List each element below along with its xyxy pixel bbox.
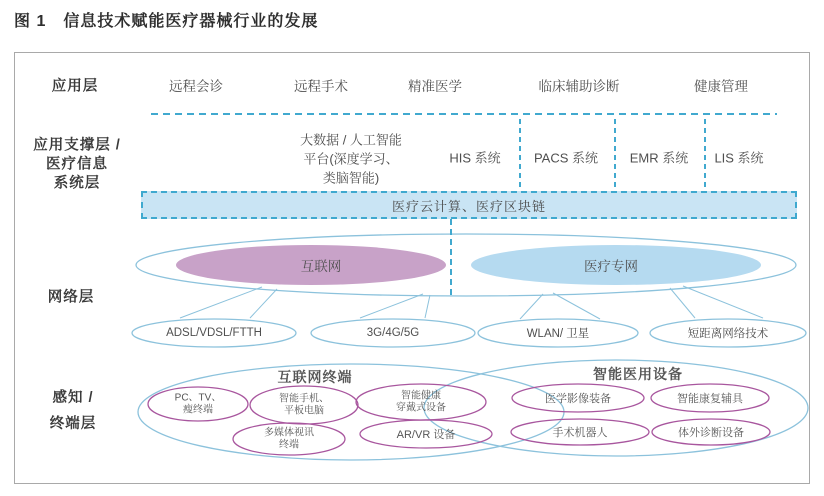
terminal-layer-label-line: 终端层 — [49, 416, 97, 432]
terminal-pc-tv-line: PC、TV、 — [174, 392, 222, 404]
support-layer-label-line: 应用支撑层 / — [33, 137, 121, 154]
terminal-layer-label-line: 感知 / — [52, 390, 94, 406]
terminal-pc-tv-label — [175, 393, 222, 416]
terminal-multimedia-line: 多媒体视讯 — [264, 427, 314, 439]
connector-line — [250, 289, 277, 318]
support-layer-label-line: 医疗信息 — [46, 156, 108, 173]
internet-terminal-group-label: 互联网终端 — [277, 369, 353, 385]
system-divider-dashed-1 — [519, 119, 521, 191]
internet-label: 互联网 — [300, 259, 342, 274]
application-item-clinical-aid-diagnosis: 临床辅助诊断 — [538, 79, 620, 94]
application-item-remote-surgery: 远程手术 — [294, 79, 348, 94]
diagram-shapes — [15, 53, 809, 483]
connector-line — [670, 288, 695, 318]
connector-line — [553, 293, 600, 319]
network-tech-shortrange-label: 短距离网络技术 — [687, 328, 769, 340]
application-item-health-management: 健康管理 — [694, 79, 748, 94]
connector-line — [425, 295, 430, 318]
terminal-multimedia-line: 终端 — [279, 439, 299, 450]
diagram-frame — [14, 52, 810, 484]
cloud-blockchain-bar-label: 医疗云计算、医疗区块链 — [391, 198, 546, 214]
application-item-precision-medicine: 精准医学 — [408, 79, 462, 94]
network-layer-label: 网络层 — [47, 289, 95, 306]
system-pacs-label: PACS 系统 — [533, 150, 599, 166]
terminal-multimedia-label — [264, 428, 314, 451]
terminal-wearable-label — [396, 391, 446, 414]
connector-line — [520, 294, 543, 319]
connector-line — [360, 294, 423, 318]
device-rehab-label: 智能康复辅具 — [677, 393, 743, 405]
terminal-smartphone-line: 平板电脑 — [284, 405, 324, 416]
bigdata-ai-platform-line: 平台(深度学习、 — [303, 151, 399, 167]
system-lis-label: LIS 系统 — [714, 150, 764, 166]
network-tech-adsl-label: ADSL/VDSL/FTTH — [166, 327, 262, 339]
connector-line — [683, 286, 763, 318]
figure-title: 图 1 信息技术赋能医疗器械行业的发展 — [14, 13, 319, 30]
network-tech-cellular-label: 3G/4G/5G — [366, 327, 420, 339]
system-divider-dashed-3 — [704, 119, 706, 191]
application-layer-label: 应用层 — [51, 78, 99, 95]
terminal-smartphone-label — [279, 394, 329, 417]
bigdata-ai-platform-line: 类脑智能) — [322, 170, 380, 186]
device-imaging-label: 医学影像装备 — [545, 393, 611, 405]
device-surgical-robot-label: 手术机器人 — [552, 427, 608, 439]
terminal-layer-label — [50, 385, 97, 437]
terminal-arvr-label: AR/VR 设备 — [396, 429, 456, 441]
terminal-pc-tv-line: 瘦终端 — [182, 404, 213, 415]
application-item-remote-consultation: 远程会诊 — [169, 79, 223, 94]
support-layer-label — [33, 137, 121, 194]
medical-device-group-label: 智能医用设备 — [593, 366, 683, 382]
device-ivd-label: 体外诊断设备 — [678, 427, 744, 439]
connector-line — [180, 287, 262, 318]
support-layer-label-line: 系统层 — [53, 175, 101, 192]
cloud-blockchain-bar — [141, 191, 797, 219]
system-emr-label: EMR 系统 — [629, 150, 689, 166]
system-divider-dashed-2 — [614, 119, 616, 191]
terminal-wearable-line: 智能健康 — [401, 390, 441, 402]
medical-network-label: 医疗专网 — [584, 259, 638, 274]
bigdata-ai-platform-label — [300, 131, 402, 188]
system-his-label: HIS 系统 — [449, 150, 501, 166]
bigdata-ai-platform-line: 大数据 / 人工智能 — [300, 132, 402, 148]
terminal-wearable-line: 穿戴式设备 — [396, 402, 446, 413]
network-tech-wlan-label: WLAN/ 卫星 — [526, 328, 590, 340]
terminal-smartphone-line: 智能手机、 — [279, 393, 329, 405]
application-support-dashed-divider — [151, 113, 777, 115]
